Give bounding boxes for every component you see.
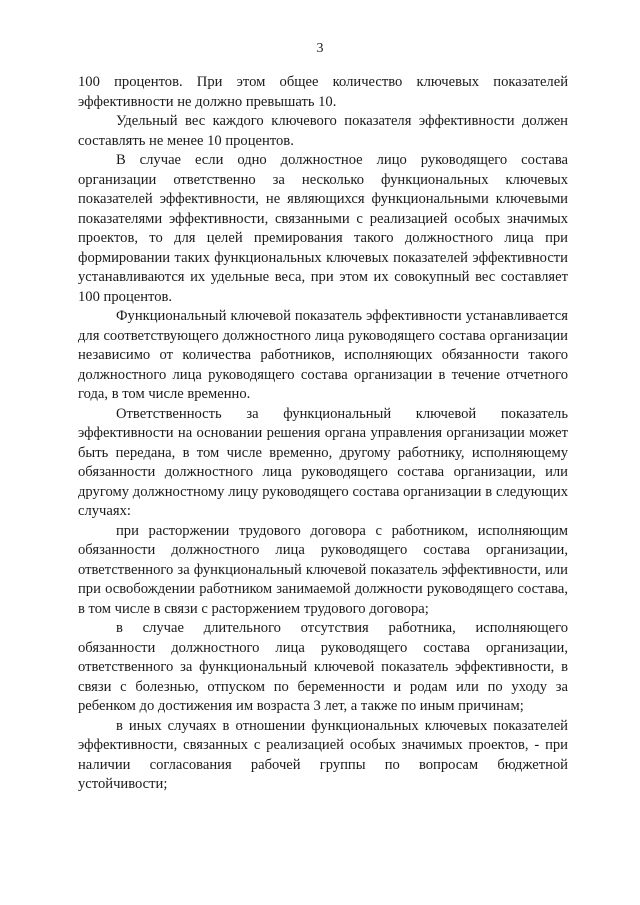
paragraph: В случае если одно должностное лицо руководящего состава организации ответственно за несколько функциональных ключевых показателей эффективности, не являющихся функциональными ключевыми показателями эффективности, связанными с реализацией особых значимых проектов, то для целей премирования такого должностного лица при формировании таких функциональных ключевых показателей эффективности устанавливаются их удельные веса, при этом их совокупный вес составляет 100 процентов. (78, 152, 568, 305)
list-item: в случае длительного отсутствия работника, исполняющего обязанности должностного лица руководящего состава организации, ответственного за функциональный ключевой показатель эффективности, в связи с болезнью, отпуском по беременности и родам или по уходу за ребенком до достижения им возраста 3 лет, а также по иным причинам; (78, 620, 568, 714)
list-item: в иных случаях в отношении функциональных ключевых показателей эффективности, связанных с реализацией особых значимых проектов, - при наличии согласования рабочей группы по вопросам бюджетной устойчивости; (78, 717, 568, 792)
page-number: 3 (316, 41, 324, 56)
paragraph: Функциональный ключевой показатель эффективности устанавливается для соответствующего должностного лица руководящего состава организации независимо от количества работников, исполняющих обязанности такого должностного лица руководящего состава организации в течение отчетного года, в том числе временно. (78, 308, 568, 402)
document-body (78, 73, 568, 795)
paragraph: Ответственность за функциональный ключевой показатель эффективности на основании решения органа управления организации может быть передана, в том числе временно, другому работнику, исполняющему обязанности должностного лица руководящего состава организации, или другому должностному лицу руководящего состава организации в следующих случаях: (78, 405, 568, 519)
paragraph: Удельный вес каждого ключевого показателя эффективности должен составлять не менее 10 процентов. (78, 113, 568, 149)
list-item: при расторжении трудового договора с работником, исполняющим обязанности должностного лица руководящего состава организации, ответственного за функциональный ключевой показатель эффективности, или при освобождении работником занимаемой должности руководящего состава, в том числе в связи с расторжением трудового договора; (78, 522, 568, 617)
paragraph: 100 процентов. При этом общее количество ключевых показателей эффективности не должно превышать 10. (78, 74, 568, 110)
